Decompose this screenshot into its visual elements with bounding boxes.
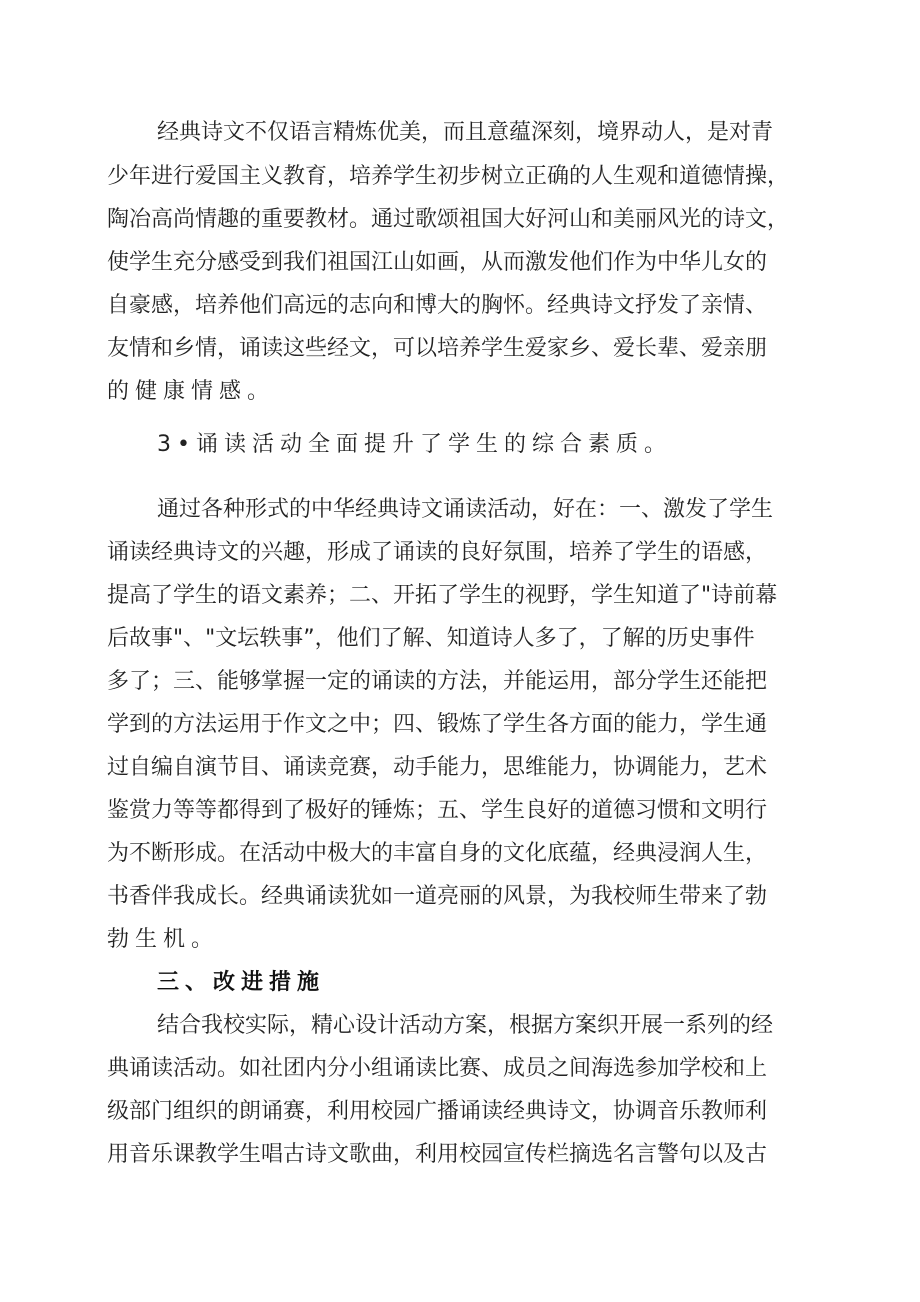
text-line: 少年进行爱国主义教育，培养学生初步树立正确的人生观和道德情操， <box>107 164 790 189</box>
text-line: 鉴赏力等等都得到了极好的锤炼；五、学生良好的道德习惯和文明行 <box>107 798 768 823</box>
text-line: 典诵读活动。如社团内分小组诵读比赛、成员之间海选参加学校和上 <box>107 1056 768 1081</box>
text-line: 友情和乡情，诵读这些经文，可以培养学生爱家乡、爱长辈、爱亲朋 <box>107 336 768 361</box>
text-line: 通过各种形式的中华经典诗文诵读活动，好在：一、激发了学生 <box>157 497 774 522</box>
text-line: 使学生充分感受到我们祖国江山如画，从而激发他们作为中华儿女的 <box>107 250 768 275</box>
text-line: 书香伴我成长。经典诵读犹如一道亮丽的风景，为我校师生带来了勃 <box>107 884 768 909</box>
text-line: 经典诗文不仅语言精炼优美，而且意蕴深刻，境界动人，是对青 <box>157 120 774 145</box>
section-subheading: 3•诵读活动全面提升了学生的综合素质。 <box>157 432 672 457</box>
text-line: 过自编自演节目、诵读竞赛，动手能力，思维能力，协调能力，艺术 <box>107 755 768 780</box>
text-line: 自豪感，培养他们高远的志向和博大的胸怀。经典诗文抒发了亲情、 <box>107 293 768 318</box>
text-line: 的健康情感。 <box>107 379 276 404</box>
text-line: 多了；三、能够掌握一定的诵读的方法，并能运用，部分学生还能把 <box>107 669 768 694</box>
section-heading: 三、改进措施 <box>157 970 326 995</box>
text-line: 提高了学生的语文素养；二、开拓了学生的视野，学生知道了"诗前幕 <box>107 583 778 608</box>
text-line: 诵读经典诗文的兴趣，形成了诵读的良好氛围，培养了学生的语感， <box>107 540 768 565</box>
text-line: 陶冶高尚情趣的重要教材。通过歌颂祖国大好河山和美丽风光的诗文， <box>107 207 790 232</box>
text-line: 用音乐课教学生唱古诗文歌曲，利用校园宣传栏摘选名言警句以及古 <box>107 1142 768 1167</box>
text-line: 级部门组织的朗诵赛，利用校园广播诵读经典诗文，协调音乐教师利 <box>107 1099 768 1124</box>
text-line: 后故事"、"文坛轶事”，他们了解、知道诗人多了，了解的历史事件 <box>107 626 755 651</box>
text-line: 学到的方法运用于作文之中；四、锻炼了学生各方面的能力，学生通 <box>107 712 768 737</box>
text-line: 为不断形成。在活动中极大的丰富自身的文化底蕴，经典浸润人生， <box>107 841 768 866</box>
text-line: 勃生机。 <box>107 927 220 952</box>
text-line: 结合我校实际，精心设计活动方案，根据方案织开展一系列的经 <box>157 1013 774 1038</box>
